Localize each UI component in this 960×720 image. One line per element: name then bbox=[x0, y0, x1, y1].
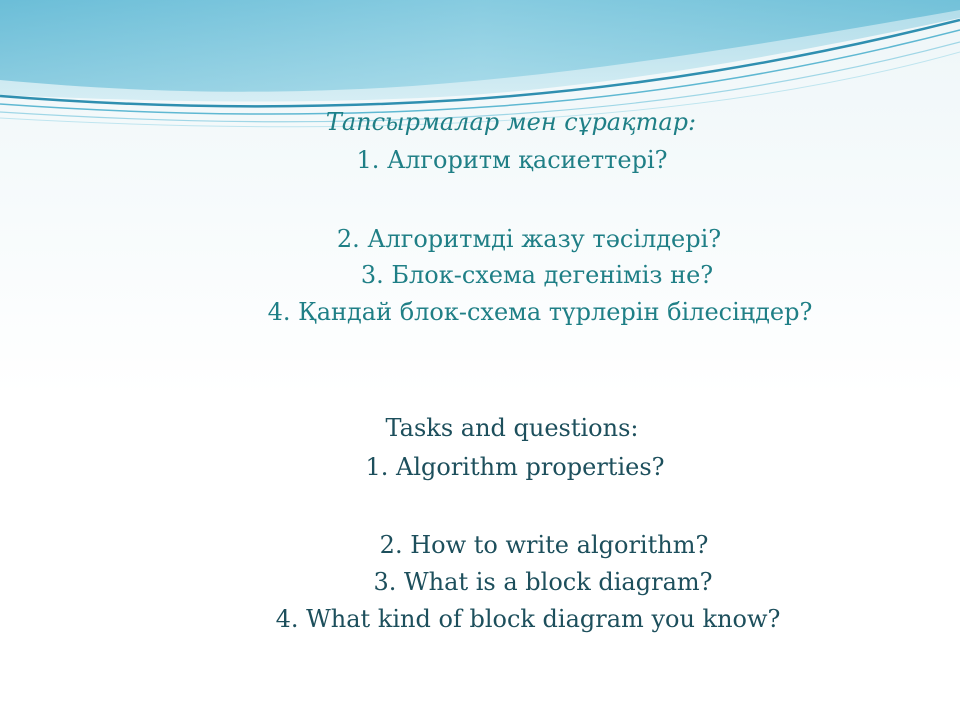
kazakh-question-3: 3. Блок-схема дегеніміз не? bbox=[360, 261, 714, 289]
english-question-1: 1. Algorithm properties? bbox=[365, 453, 665, 481]
english-question-4: 4. What kind of block diagram you know? bbox=[275, 605, 781, 633]
english-question-3: 3. What is a block diagram? bbox=[373, 568, 713, 596]
english-heading: Tasks and questions: bbox=[385, 414, 639, 442]
kazakh-question-1: 1. Алгоритм қасиеттері? bbox=[356, 146, 668, 174]
kazakh-heading: Тапсырмалар мен сұрақтар: bbox=[325, 108, 697, 136]
kazakh-question-4: 4. Қандай блок-схема түрлерін білесіңдер? bbox=[267, 298, 813, 326]
english-question-2: 2. How to write algorithm? bbox=[379, 531, 709, 559]
kazakh-question-2: 2. Алгоритмді жазу тәсілдері? bbox=[336, 225, 722, 253]
